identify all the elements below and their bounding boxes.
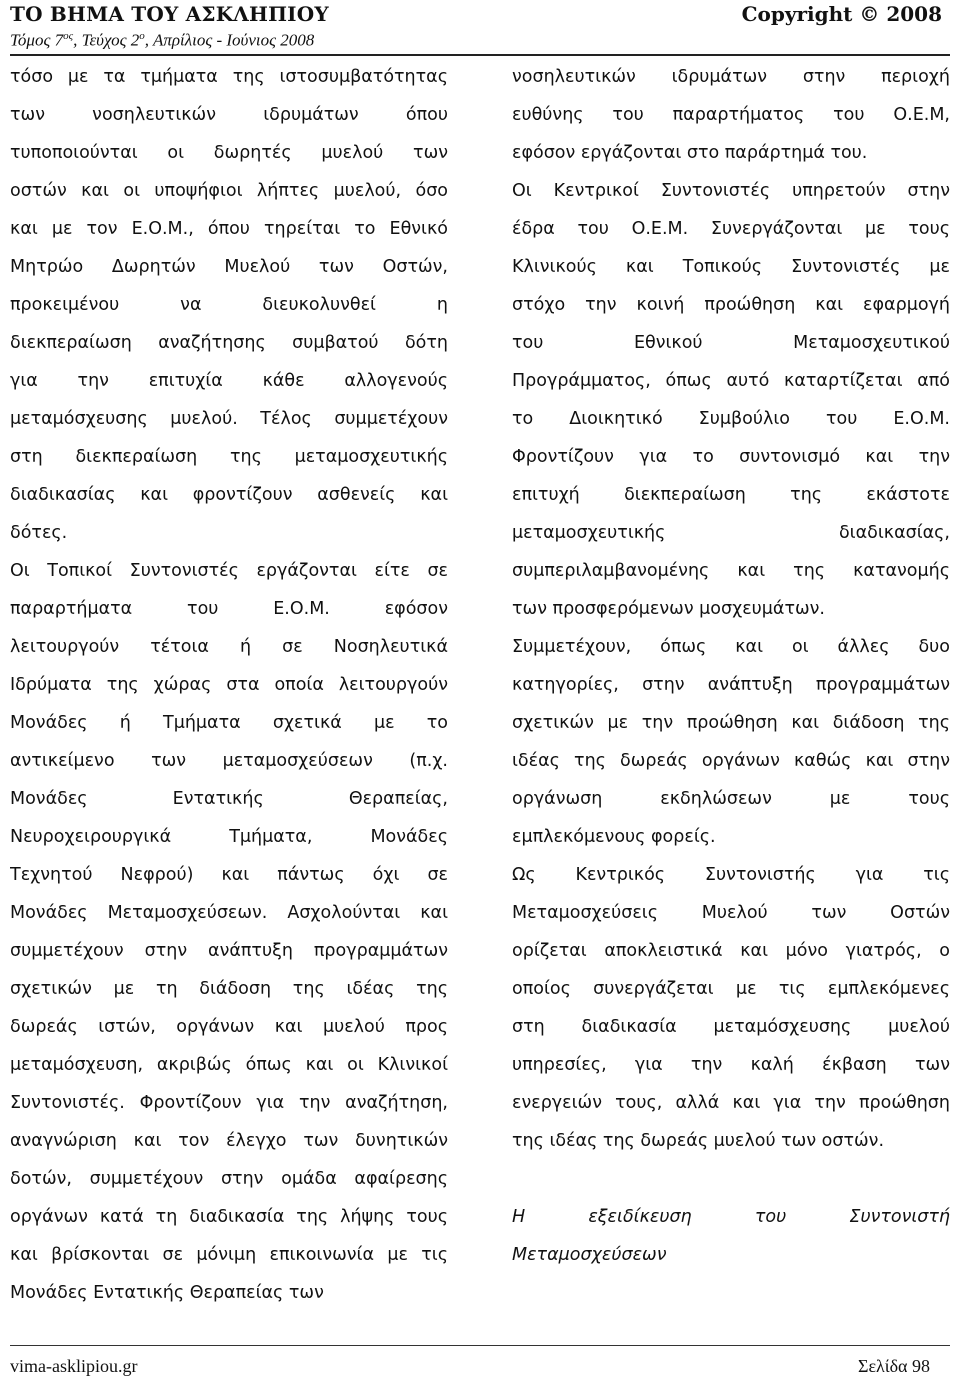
text-line: ενεργειών τους, αλλά και για την προώθηση [512,1093,950,1113]
text-line: της ιδέας της δωρεάς μυελού των οστών. [512,1131,885,1151]
text-line: Μονάδες ή Τμήματα σχετικά με το [10,713,448,733]
text-line: το Διοικητικό Συμβούλιο του Ε.Ο.Μ. [512,409,950,429]
text-line: ορίζεται αποκλειστικά και μόνο γιατρός, ο [512,941,950,961]
text-line: δωρεάς ιστών, οργάνων και μυελού προς [10,1017,448,1037]
text-line: Μεταμοσχεύσεις Μυελού των Οστών [512,903,950,923]
text-line: Ως Κεντρικός Συντονιστής για τις [512,865,950,885]
text-line: επιτυχή διεκπεραίωση της εκάστοτε [512,485,950,505]
text-line: Τεχνητού Νεφρού) και πάντως όχι σε [10,865,448,885]
text-line: κατηγορίες, στην ανάπτυξη προγραμμάτων [512,675,950,695]
text-line: σχετικών με τη διάδοση της ιδέας της [10,979,448,999]
text-line: μεταμοσχευτικής διαδικασίας, [512,523,950,543]
text-line: τυποποιούνται οι δωρητές μυελού των [10,143,448,163]
text-line: δότες. [10,523,68,543]
text-line: οποίος συνεργάζεται με τις εμπλεκόμενες [512,979,950,999]
text-line: υπηρεσίες, για την καλή έκβαση των [512,1055,950,1075]
text-line: Μονάδες Εντατικής Θεραπείας, [10,789,448,809]
text-line: Μονάδες Εντατικής Θεραπείας των [10,1283,324,1303]
text-line: εφόσον εργάζονται στο παράρτημά του. [512,143,868,163]
footer-divider [10,1345,950,1346]
text-line: Προγράμματος, όπως αυτό καταρτίζεται από [512,371,950,391]
text-line: Συμμετέχουν, όπως και οι άλλες δυο [512,637,950,657]
text-line: Κλινικούς και Τοπικούς Συντονιστές με [512,257,950,277]
text-line: Μητρώο Δωρητών Μυελού των Οστών, [10,257,448,277]
text-line: μεταμόσχευση, ακριβώς όπως και οι Κλινικοί [10,1055,448,1075]
text-line: Ιδρύματα της χώρας στα οποία λειτουργούν [10,675,448,695]
text-line: του Εθνικού Μεταμοσχευτικού [512,333,950,353]
text-line: σχετικών με την προώθηση και διάδοση της [512,713,950,733]
text-line: διαδικασίας και φροντίζουν ασθενείς και [10,485,448,505]
text-line: νοσηλευτικών ιδρυμάτων στην περιοχή [512,67,950,87]
text-line: τόσο με τα τμήματα της ιστοσυμβατότητας [10,67,448,87]
text-line: προκειμένου να διευκολυνθεί η [10,295,448,315]
text-line: Οι Κεντρικοί Συντονιστές υπηρετούν στην [512,181,950,201]
text-line: των νοσηλευτικών ιδρυμάτων όπου [10,105,448,125]
left-text-column [10,58,448,1312]
text-line: ιδέας της δωρεάς οργάνων καθώς και στην [512,751,950,771]
text-line: ευθύνης του παραρτήματος του Ο.Ε.Μ, [512,105,950,125]
text-line: αναγνώριση και τον έλεγχο των δυνητικών [10,1131,448,1151]
text-line: συμμετέχουν στην ανάπτυξη προγραμμάτων [10,941,448,961]
text-line: και με τον Ε.Ο.Μ., όπου τηρείται το Εθνικό [10,219,448,239]
header-divider [10,54,950,56]
text-line: διεκπεραίωση αναζήτησης συμβατού δότη [10,333,448,353]
text-line: οργάνωση εκδηλώσεων με τους [512,789,950,809]
text-line: των προσφερόμενων μοσχευμάτων. [512,599,825,619]
text-line: Φροντίζουν για το συντονισμό και την [512,447,950,467]
text-line: έδρα του Ο.Ε.Μ. Συνεργάζονται με τους [512,219,950,239]
text-line: Νευροχειρουργικά Τμήματα, Μονάδες [10,827,448,847]
text-line: για την επιτυχία κάθε αλλογενούς [10,371,448,391]
text-line: Η εξειδίκευση του Συντονιστή [512,1207,950,1227]
text-line: Οι Τοπικοί Συντονιστές εργάζονται είτε σε [10,561,448,581]
text-line: δοτών, συμμετέχουν στην ομάδα αφαίρεσης [10,1169,448,1189]
footer-page-number: Σελίδα 98 [857,1356,930,1376]
text-line: λειτουργούν τέτοια ή σε Νοσηλευτικά [10,637,448,657]
copyright-notice: Copyright © 2008 [741,2,942,26]
text-line [512,1160,950,1198]
text-line: παραρτήματα του Ε.Ο.Μ. εφόσον [10,599,448,619]
text-line: Συντονιστές. Φροντίζουν για την αναζήτηση, [10,1093,448,1113]
text-line: οργάνων κατά τη διαδικασία της λήψης τους [10,1207,448,1227]
page-header [0,0,960,58]
footer-site: vima-asklipiou.gr [10,1356,138,1376]
text-line: μεταμόσχευσης μυελού. Τέλος συμμετέχουν [10,409,448,429]
text-line: στη διαδικασία μεταμόσχευσης μυελού [512,1017,950,1037]
text-line: οστών και οι υποψήφιοι λήπτες μυελού, όσο [10,181,448,201]
right-text-column [512,58,950,1274]
text-line: Μονάδες Μεταμοσχεύσεων. Ασχολούνται και [10,903,448,923]
journal-title: ΤΟ ΒΗΜΑ ΤΟΥ ΑΣΚΛΗΠΙΟΥ [10,2,329,26]
text-line: συμπεριλαμβανομένης και της κατανομής [512,561,950,581]
text-line: στόχο την κοινή προώθηση και εφαρμογή [512,295,950,315]
issue-info: Τόμος $7^{o\varsigma}$, Τεύχος $2^o$, Απρίλιος - Ιούνιος 2008 [10,30,315,50]
text-line: αντικείμενο των μεταμοσχεύσεων (π.χ. [10,751,448,771]
text-line: και βρίσκονται σε μόνιμη επικοινωνία με τις [10,1245,448,1265]
text-line: στη διεκπεραίωση της μεταμοσχευτικής [10,447,448,467]
text-line: εμπλεκόμενους φορείς. [512,827,716,847]
text-line: Μεταμοσχεύσεων [512,1245,667,1265]
